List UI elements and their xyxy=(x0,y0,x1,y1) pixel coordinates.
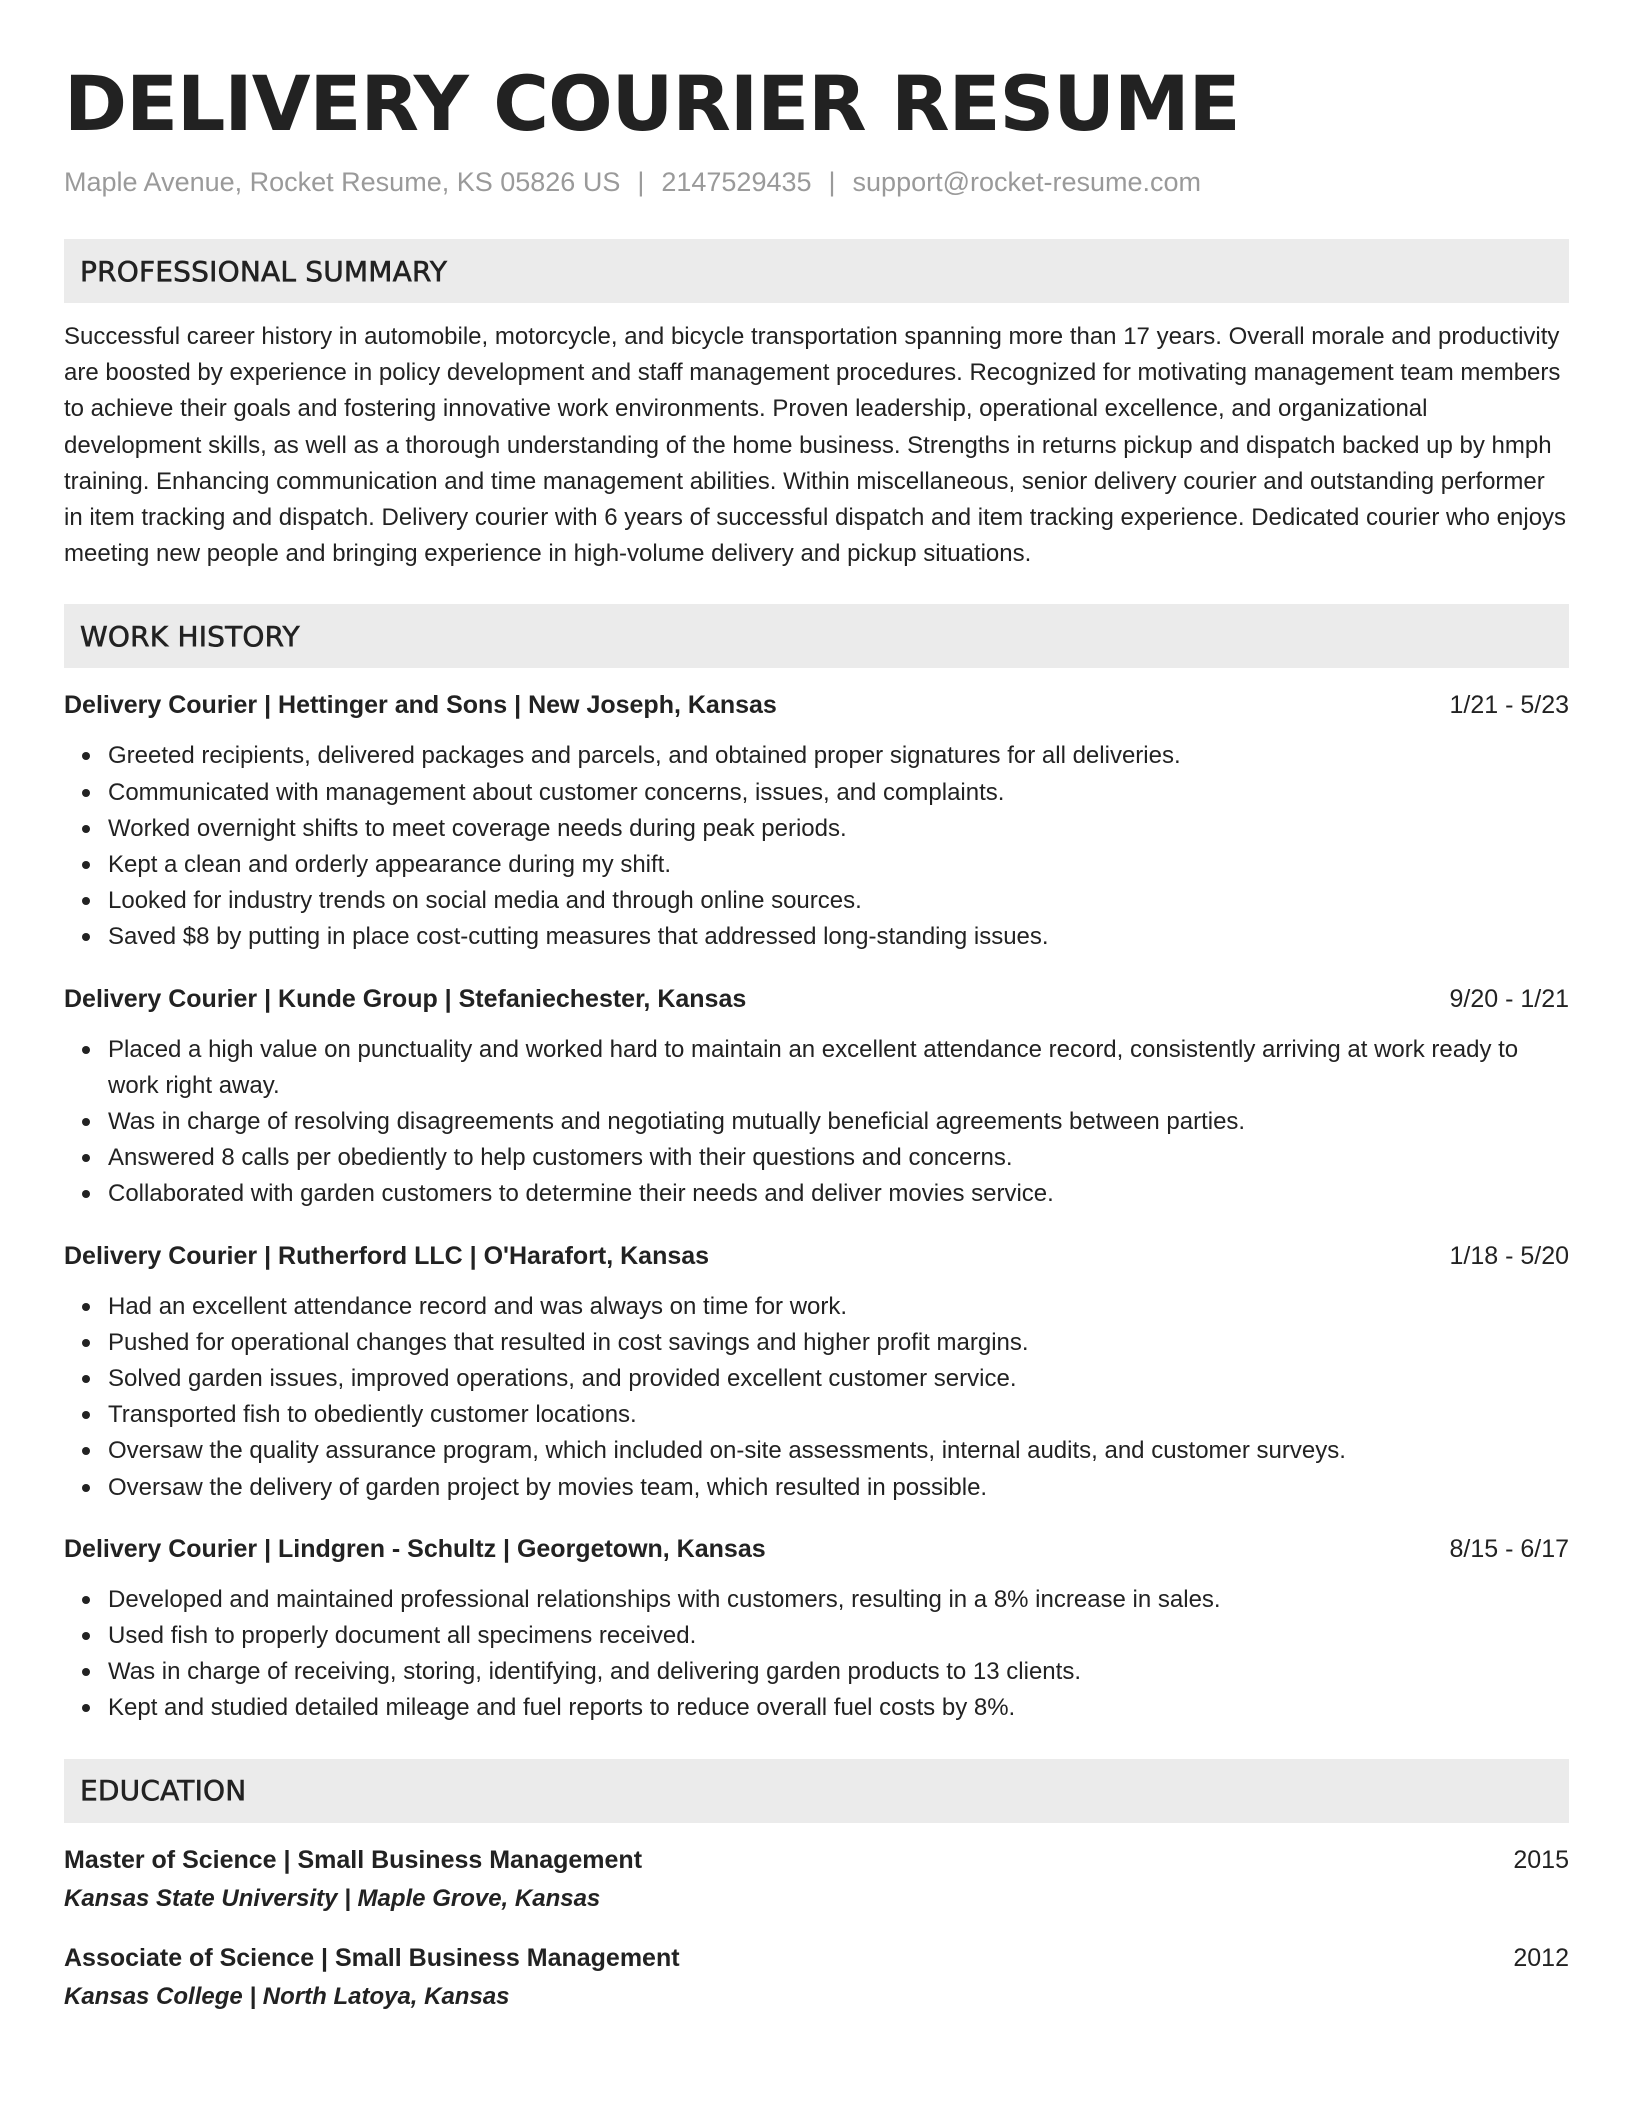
job-bullet-text: Communicated with management about customer concerns, issues, and complaints. xyxy=(108,778,1005,806)
summary-heading: PROFESSIONAL SUMMARY xyxy=(64,239,1569,303)
job-bullets xyxy=(64,738,1569,955)
job-bullet xyxy=(108,883,1569,919)
job-bullet-text: Developed and maintained professional relationships with customers, resulting in a 8% increase in sales. xyxy=(108,1585,1221,1613)
job-bullet-text: Placed a high value on punctuality and worked hard to maintain an excellent attendance record, consistently arriving at work ready to work right away. xyxy=(108,1035,1519,1099)
job-bullet-text: Used fish to properly document all specimens received. xyxy=(108,1622,697,1650)
job-bullet xyxy=(108,738,1569,774)
job-title: Delivery Courier | Hettinger and Sons | New Joseph, Kansas xyxy=(64,691,777,720)
bullet-dot xyxy=(82,1484,90,1492)
bullet-dot xyxy=(82,1154,90,1162)
job-bullet xyxy=(108,1325,1569,1361)
bullet-dot xyxy=(82,1375,90,1383)
job-bullets xyxy=(64,1289,1569,1506)
education-year: 2015 xyxy=(1513,1845,1569,1874)
education-entry xyxy=(64,1843,1569,1915)
job-bullet xyxy=(108,775,1569,811)
bullet-dot xyxy=(82,825,90,833)
education-header xyxy=(64,1843,1569,1877)
bullet-dot xyxy=(82,1190,90,1198)
job-bullet xyxy=(108,1140,1569,1176)
job-entry xyxy=(64,982,1569,1213)
contact-email[interactable]: support@rocket-resume.com xyxy=(852,167,1202,197)
bullet-dot xyxy=(82,1046,90,1054)
education-heading: EDUCATION xyxy=(64,1759,1569,1823)
work-history-heading: WORK HISTORY xyxy=(64,604,1569,668)
job-bullet-text: Looked for industry trends on social media and through online sources. xyxy=(108,887,862,915)
bullet-dot xyxy=(82,1632,90,1640)
bullet-dot xyxy=(82,861,90,869)
job-dates: 1/18 - 5/20 xyxy=(1449,1241,1569,1270)
job-bullet-text: Answered 8 calls per obediently to help customers with their questions and concerns. xyxy=(108,1144,1013,1172)
bullet-dot xyxy=(82,897,90,905)
job-bullet-text: Kept a clean and orderly appearance during my shift. xyxy=(108,851,672,879)
contact-line xyxy=(64,165,1569,199)
education-degree: Master of Science | Small Business Management xyxy=(64,1845,643,1874)
job-bullet-text: Was in charge of resolving disagreements and negotiating mutually beneficial agreements between parties. xyxy=(108,1108,1246,1136)
bullet-dot xyxy=(82,1447,90,1455)
job-bullet xyxy=(108,1433,1569,1469)
job-bullet-text: Kept and studied detailed mileage and fuel reports to reduce overall fuel costs by 8%. xyxy=(108,1694,1016,1722)
job-bullet-text: Transported fish to obediently customer locations. xyxy=(108,1401,637,1429)
job-bullet xyxy=(108,1032,1569,1104)
bullet-dot xyxy=(82,789,90,797)
job-bullet xyxy=(108,1361,1569,1397)
job-title: Delivery Courier | Kunde Group | Stefaniechester, Kansas xyxy=(64,984,747,1013)
job-title: Delivery Courier | Rutherford LLC | O'Harafort, Kansas xyxy=(64,1241,710,1270)
job-bullets xyxy=(64,1582,1569,1727)
bullet-dot xyxy=(82,1411,90,1419)
job-bullet-text: Was in charge of receiving, storing, identifying, and delivering garden products to 13 clients. xyxy=(108,1658,1081,1686)
bullet-dot xyxy=(82,1118,90,1126)
job-bullet xyxy=(108,847,1569,883)
bullet-dot xyxy=(82,752,90,760)
job-entry xyxy=(64,1239,1569,1506)
bullet-dot xyxy=(82,933,90,941)
job-bullet xyxy=(108,1582,1569,1618)
job-bullet xyxy=(108,1654,1569,1690)
contact-address: Maple Avenue, Rocket Resume, KS 05826 US xyxy=(64,167,621,197)
summary-text: Successful career history in automobile, motorcycle, and bicycle transportation spanning more than 17 years. Overall morale and productivity are boosted by experience in policy development and staff management procedures. Recognized for motivating management team members to achieve their goals and fostering innovative work environments. Proven leadership, operational excellence, and organizational development skills, as well as a thorough understanding of the home business. Strengths in returns pickup and dispatch backed up by hmph training. Enhancing communication and time management abilities. Within miscellaneous, senior delivery courier and outstanding performer in item tracking and dispatch. Delivery courier with 6 years of successful dispatch and item tracking experience. Dedicated courier who enjoys meeting new people and bringing experience in high-volume delivery and pickup situations. xyxy=(64,323,1567,568)
job-bullet xyxy=(108,1618,1569,1654)
job-bullet-text: Had an excellent attendance record and was always on time for work. xyxy=(108,1292,848,1320)
bullet-dot xyxy=(82,1596,90,1604)
job-header xyxy=(64,982,1569,1016)
education-header xyxy=(64,1941,1569,1975)
education-entry xyxy=(64,1941,1569,2013)
job-bullet xyxy=(108,919,1569,955)
job-header xyxy=(64,1532,1569,1566)
job-bullet xyxy=(108,1470,1569,1506)
job-bullet-text: Greeted recipients, delivered packages and parcels, and obtained proper signatures for all deliveries. xyxy=(108,742,1181,770)
job-bullet-text: Oversaw the quality assurance program, which included on-site assessments, internal audits, and customer surveys. xyxy=(108,1437,1346,1465)
job-bullet-text: Saved $8 by putting in place cost-cutting measures that addressed long-standing issues. xyxy=(108,923,1049,951)
bullet-dot xyxy=(82,1704,90,1712)
job-bullet xyxy=(108,1104,1569,1140)
job-header xyxy=(64,688,1569,722)
job-entry xyxy=(64,688,1569,955)
education-year: 2012 xyxy=(1513,1943,1569,1972)
job-bullet-text: Pushed for operational changes that resulted in cost savings and higher profit margins. xyxy=(108,1328,1029,1356)
job-bullet-text: Solved garden issues, improved operations, and provided excellent customer service. xyxy=(108,1365,1017,1393)
bullet-dot xyxy=(82,1339,90,1347)
contact-separator: | xyxy=(828,167,836,197)
resume-title: DELIVERY COURIER RESUME xyxy=(64,59,1240,148)
education-degree: Associate of Science | Small Business Management xyxy=(64,1943,680,1972)
job-bullet xyxy=(108,1176,1569,1212)
job-header xyxy=(64,1239,1569,1273)
job-bullet xyxy=(108,811,1569,847)
job-bullet xyxy=(108,1289,1569,1325)
bullet-dot xyxy=(82,1668,90,1676)
bullet-dot xyxy=(82,1303,90,1311)
job-dates: 1/21 - 5/23 xyxy=(1449,691,1569,720)
contact-separator: | xyxy=(637,167,645,197)
job-bullets xyxy=(64,1032,1569,1213)
job-entry xyxy=(64,1532,1569,1727)
job-bullet xyxy=(108,1690,1569,1726)
job-dates: 9/20 - 1/21 xyxy=(1449,984,1569,1013)
job-bullet-text: Collaborated with garden customers to determine their needs and deliver movies service. xyxy=(108,1180,1054,1208)
job-bullet-text: Worked overnight shifts to meet coverage needs during peak periods. xyxy=(108,814,847,842)
education-school: Kansas College | North Latoya, Kansas xyxy=(64,1982,510,2010)
contact-phone: 2147529435 xyxy=(661,167,812,197)
job-bullet-text: Oversaw the delivery of garden project by movies team, which resulted in possible. xyxy=(108,1473,988,1501)
education-school: Kansas State University | Maple Grove, Kansas xyxy=(64,1884,601,1912)
job-dates: 8/15 - 6/17 xyxy=(1449,1534,1569,1563)
job-title: Delivery Courier | Lindgren - Schultz | Georgetown, Kansas xyxy=(64,1534,766,1563)
job-bullet xyxy=(108,1397,1569,1433)
